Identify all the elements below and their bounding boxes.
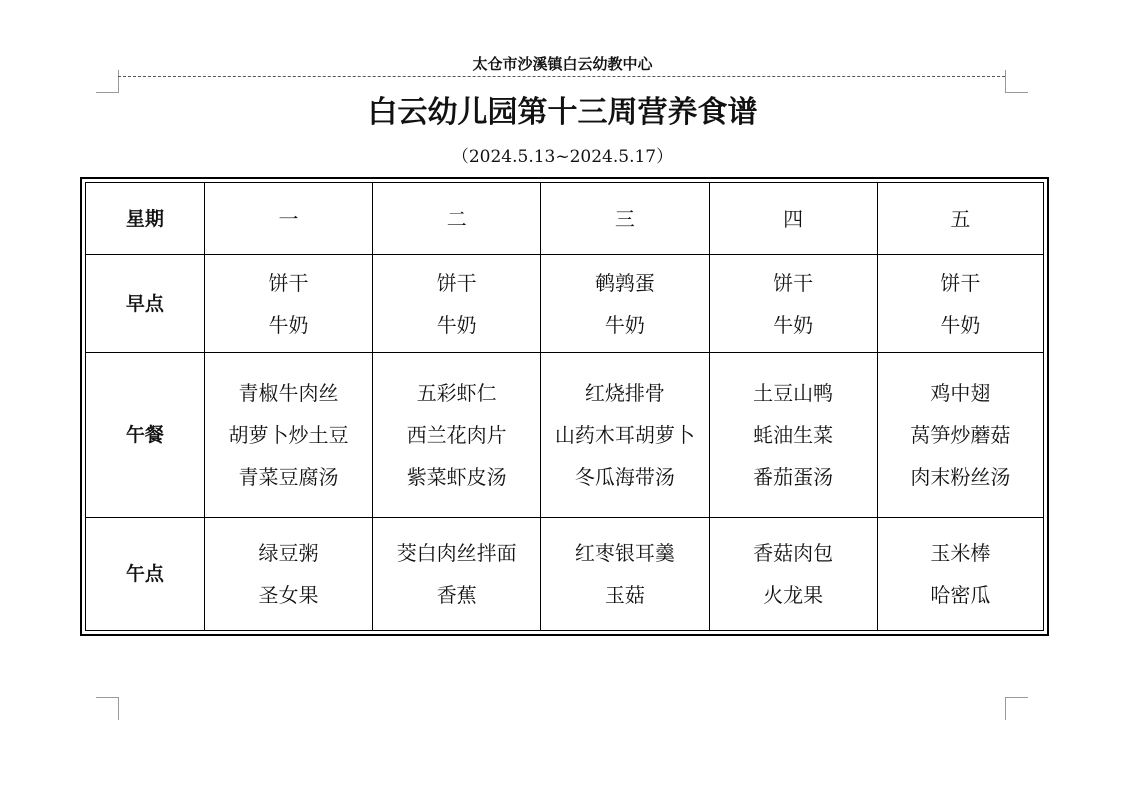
row-label-afternoon-snack: 午点 — [86, 517, 205, 630]
dish-item: 紫菜虾皮汤 — [406, 465, 507, 490]
dish-item: 茭白肉丝拌面 — [396, 540, 517, 565]
dish-item: 土豆山鸭 — [753, 381, 834, 406]
dish-item: 胡萝卜炒土豆 — [228, 423, 349, 448]
menu-table-frame — [80, 177, 1049, 636]
dish-item: 鸡中翅 — [930, 381, 991, 406]
menu-cell — [204, 353, 372, 517]
crop-mark-bottom-right — [1005, 697, 1028, 720]
menu-cell — [877, 353, 1043, 517]
dish-item: 山药木耳胡萝卜 — [554, 423, 695, 448]
menu-cell — [709, 255, 877, 353]
dish-item: 哈密瓜 — [930, 582, 991, 607]
day-header-1: 一 — [204, 183, 372, 255]
dish-item: 香蕉 — [436, 582, 477, 607]
row-label-breakfast-snack: 早点 — [86, 255, 205, 353]
day-header-4: 四 — [709, 183, 877, 255]
day-header-3: 三 — [541, 183, 709, 255]
menu-cell — [204, 255, 372, 353]
table-row-afternoon-snack — [86, 517, 1044, 630]
menu-cell — [373, 255, 541, 353]
dish-item: 牛奶 — [940, 312, 981, 337]
menu-table — [85, 182, 1044, 631]
day-header-2: 二 — [373, 183, 541, 255]
menu-cell — [373, 517, 541, 630]
dish-item: 五彩虾仁 — [416, 381, 497, 406]
dish-item: 玉菇 — [604, 582, 645, 607]
dish-item: 鹌鹑蛋 — [594, 270, 655, 295]
menu-cell — [204, 517, 372, 630]
menu-cell — [877, 255, 1043, 353]
dish-item: 牛奶 — [268, 312, 309, 337]
dish-item: 圣女果 — [258, 582, 319, 607]
dish-item: 玉米棒 — [930, 540, 991, 565]
menu-cell — [541, 517, 709, 630]
table-row-breakfast-snack — [86, 255, 1044, 353]
crop-mark-bottom-left — [96, 697, 119, 720]
menu-cell — [541, 255, 709, 353]
page-header-organization: 太仓市沙溪镇白云幼教中心 — [472, 55, 653, 73]
menu-cell — [373, 353, 541, 517]
dish-item: 青椒牛肉丝 — [238, 381, 339, 406]
header-divider — [118, 76, 1005, 77]
dish-item: 西兰花肉片 — [406, 423, 507, 448]
menu-cell — [877, 517, 1043, 630]
dish-item: 牛奶 — [604, 312, 645, 337]
menu-cell — [709, 353, 877, 517]
dish-item: 肉末粉丝汤 — [910, 465, 1011, 490]
dish-item: 红烧排骨 — [584, 381, 665, 406]
dish-item: 牛奶 — [773, 312, 814, 337]
date-range: （2024.5.13~2024.5.17） — [451, 147, 674, 167]
dish-item: 饼干 — [940, 270, 981, 295]
dish-item: 香菇肉包 — [753, 540, 834, 565]
menu-cell — [541, 353, 709, 517]
dish-item: 饼干 — [773, 270, 814, 295]
dish-item: 牛奶 — [436, 312, 477, 337]
document-title: 白云幼儿园第十三周营养食谱 — [367, 95, 758, 130]
dish-item: 青菜豆腐汤 — [238, 465, 339, 490]
dish-item: 饼干 — [436, 270, 477, 295]
dish-item: 绿豆粥 — [258, 540, 319, 565]
dish-item: 番茄蛋汤 — [753, 465, 834, 490]
table-row-days — [86, 183, 1044, 255]
dish-item: 红枣银耳羹 — [574, 540, 675, 565]
dish-item: 冬瓜海带汤 — [574, 465, 675, 490]
corner-label: 星期 — [86, 183, 205, 255]
table-row-lunch — [86, 353, 1044, 517]
dish-item: 火龙果 — [763, 582, 824, 607]
dish-item: 莴笋炒蘑菇 — [910, 423, 1011, 448]
dish-item: 饼干 — [268, 270, 309, 295]
day-header-5: 五 — [877, 183, 1043, 255]
row-label-lunch: 午餐 — [86, 353, 205, 517]
menu-cell — [709, 517, 877, 630]
dish-item: 蚝油生菜 — [753, 423, 834, 448]
